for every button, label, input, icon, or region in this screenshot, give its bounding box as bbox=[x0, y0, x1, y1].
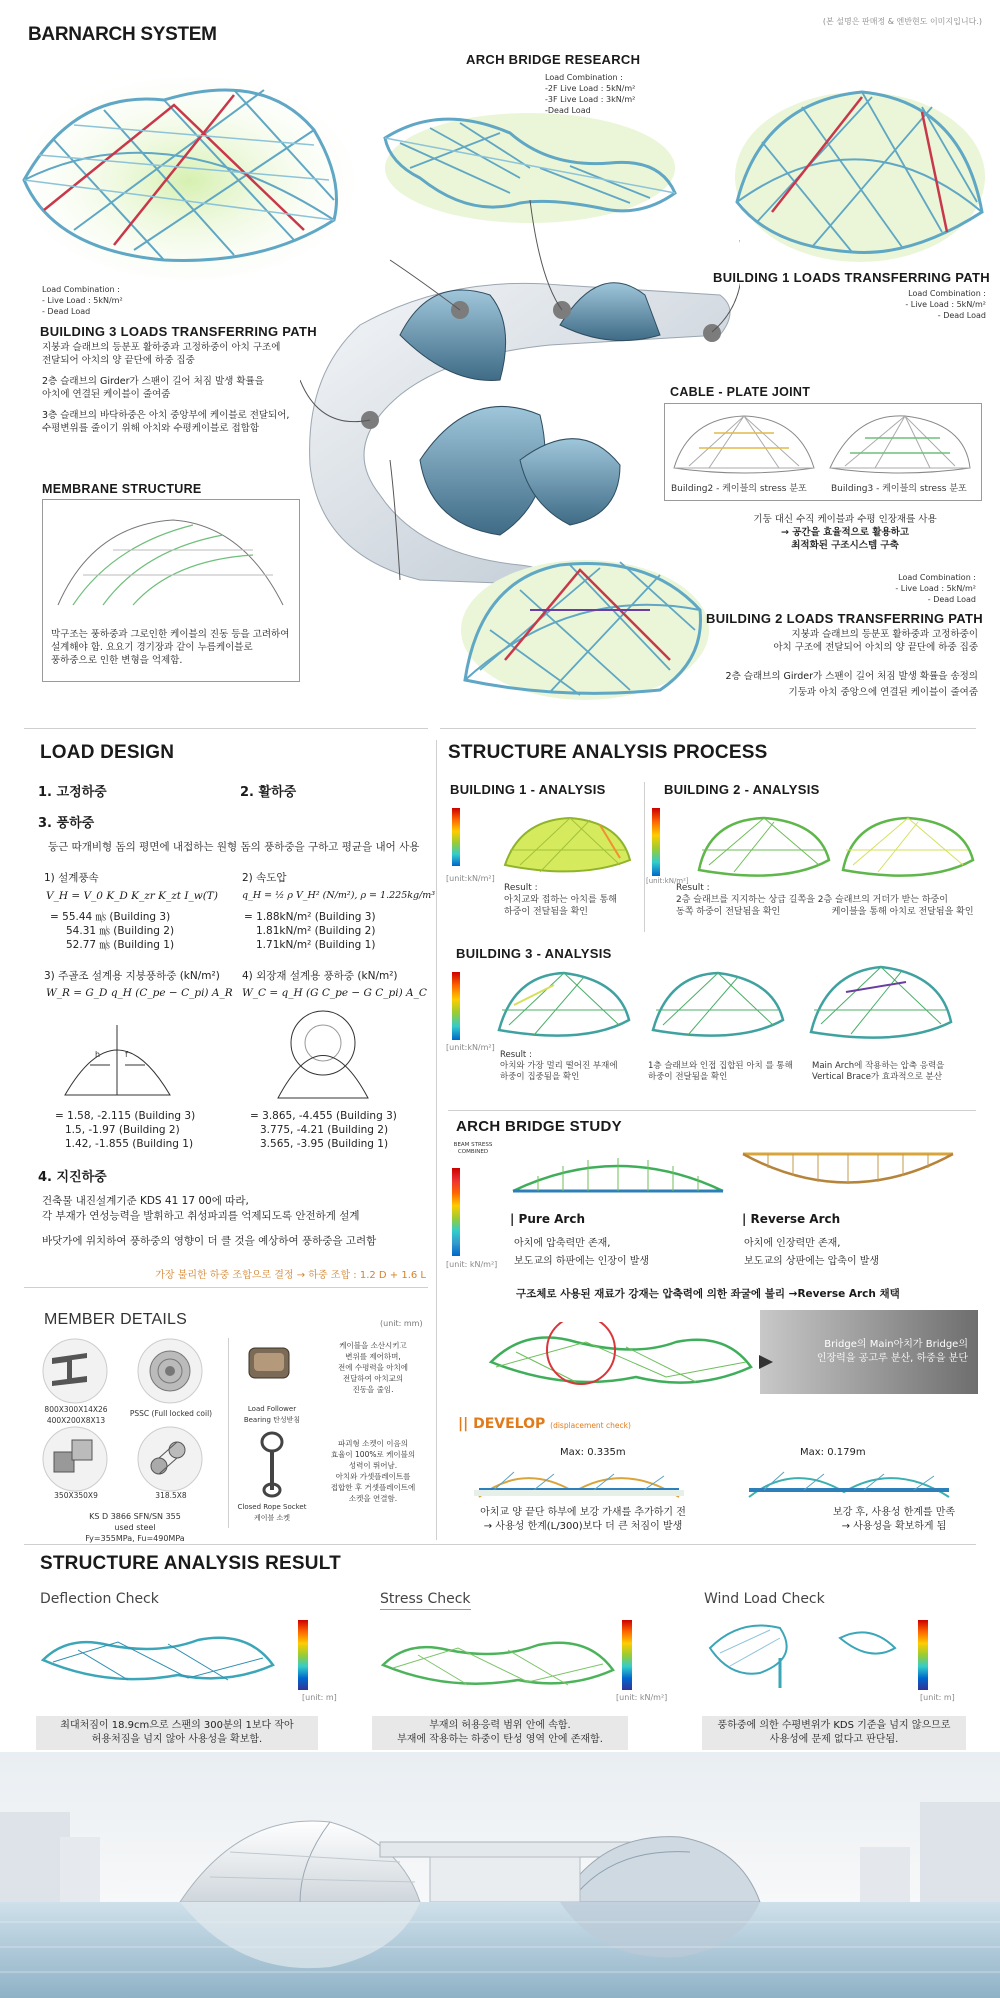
s4-d3: 바닷가에 위치하여 풍하중의 영향이 더 클 것을 예상하여 풍하중을 고려함 bbox=[42, 1235, 377, 1247]
i-beam-icon bbox=[42, 1338, 108, 1404]
w3-title: 3) 주골조 설계용 지붕풍하중 (kN/m²) bbox=[44, 970, 220, 982]
sap-b3-d6: Vertical Brace가 효과적으로 분산 bbox=[812, 1072, 943, 1082]
str-d2: 부재에 작용하는 하중이 탄성 영역 안에 존재함. bbox=[397, 1734, 603, 1745]
w1-formula: V_H = V_0 K_D K_zr K_zt I_w(T) bbox=[46, 890, 218, 902]
wind-model bbox=[700, 1618, 900, 1693]
rope-socket-icon bbox=[252, 1430, 292, 1500]
sap-b2-d2: 동쪽 하중이 전달됨을 확인 케이블을 통해 아치로 전달됨을 확인 bbox=[676, 907, 974, 917]
abs-bridge-model bbox=[486, 1322, 756, 1397]
member-d2e: 접합한 후 거셋플레이트에 bbox=[330, 1483, 416, 1492]
sap-b3-legend bbox=[452, 972, 460, 1040]
w2-v1: = 1.88kN/m² (Building 3) bbox=[244, 911, 376, 923]
w1-values bbox=[50, 910, 174, 952]
sap-b3-title: BUILDING 3 - ANALYSIS bbox=[456, 946, 612, 961]
abs-title: ARCH BRIDGE STUDY bbox=[456, 1118, 622, 1135]
w3-v1: = 1.58, -2.115 (Building 3) bbox=[55, 1110, 196, 1122]
w4-formula: W_C = q_H (G C_pe − G C_pi) A_C bbox=[242, 987, 427, 999]
load-combo-result: 가장 불리한 하중 조합으로 결정 → 하중 조합 : 1.2 D + 1.6 L bbox=[155, 1270, 426, 1281]
member-d2f: 소켓을 연결함. bbox=[348, 1494, 398, 1503]
cable-title: CABLE - PLATE JOINT bbox=[670, 385, 811, 399]
develop-title bbox=[458, 1416, 631, 1432]
b1-combo-title: Load Combination : bbox=[908, 289, 986, 298]
arch-bridge-combo-3: -Dead Load bbox=[545, 106, 591, 115]
develop-after-diagram bbox=[744, 1462, 954, 1502]
str-legend bbox=[622, 1620, 632, 1690]
member-m1a: 800X300X14X26 bbox=[44, 1405, 108, 1414]
b3-p1a: 지붕과 슬래브의 등분포 활하중과 고정하중이 아치 구조에 bbox=[42, 342, 281, 353]
w2-title: 2) 속도압 bbox=[242, 872, 287, 884]
abs-conclusion: 구조체로 사용된 재료가 강재는 압축력에 의한 좌굴에 불리 →Reverse Arch 채택 bbox=[516, 1288, 900, 1300]
sap-b3-d4: 하중이 전달됨을 확인 bbox=[648, 1072, 728, 1082]
sap-b1-unit: [unit:kN/m²] bbox=[446, 874, 495, 883]
b1-title: BUILDING 1 LOADS TRANSFERRING PATH bbox=[713, 270, 990, 285]
cable-stress-b2-diagram bbox=[669, 408, 819, 478]
member-d1b: 변위를 제어하며, bbox=[345, 1352, 401, 1361]
sap-b1-d2: 하중이 전달됨을 확인 bbox=[504, 907, 588, 917]
b2-combo-1: - Live Load : 5kN/m² bbox=[895, 584, 976, 593]
load-s3: 3. 풍하중 bbox=[38, 816, 95, 831]
w4-dome-diagram bbox=[268, 1003, 378, 1108]
sap-b3-result bbox=[500, 1050, 618, 1083]
member-d2b: 효율이 100%로 케이블의 bbox=[330, 1450, 416, 1459]
abs-unit: [unit: kN/m²] bbox=[446, 1260, 498, 1269]
member-d2d: 아치와 가셋플레이트를 bbox=[335, 1472, 411, 1481]
develop-d4: → 사용성을 확보하게 됨 bbox=[841, 1521, 947, 1532]
sap-b3-d5: Main Arch에 작용하는 압축 응력을 bbox=[812, 1061, 945, 1071]
w3-dome-diagram bbox=[55, 1005, 180, 1105]
w1-v3: 52.77 ㎧ (Building 1) bbox=[66, 939, 175, 951]
develop-label: || DEVELOP bbox=[458, 1416, 546, 1432]
b3-p2a: 2층 슬래브의 Girder가 스팬이 길어 처짐 발생 확률을 bbox=[42, 376, 264, 387]
sap-b2-title: BUILDING 2 - ANALYSIS bbox=[664, 782, 820, 797]
arch-bridge-combo-title: Load Combination : bbox=[545, 73, 623, 82]
s4-d1: 건축물 내진설계기준 KDS 41 17 00에 따라, bbox=[42, 1195, 249, 1207]
member-m6: Closed Rope Socket 케이블 소켓 bbox=[237, 1503, 307, 1522]
wind-d2: 사용성에 문제 없다고 판단됨. bbox=[769, 1734, 899, 1745]
b2-p2a: 2층 슬래브의 Girder가 스팬이 길어 처짐 발생 확률을 송정의 bbox=[725, 671, 978, 682]
top-note: (본 설명은 판매정 & 엔반현도 이미지입니다.) bbox=[822, 17, 982, 26]
develop-desc-before bbox=[468, 1506, 698, 1534]
member-m5: Load Follower Bearing 탄성받침 bbox=[243, 1405, 301, 1424]
cable-cap1: Building2 - 케이블의 stress 분포 bbox=[671, 484, 807, 494]
reverse-arch-d1: 아치에 인장력만 존재, bbox=[744, 1238, 841, 1249]
pure-arch-d2: 보도교의 하판에는 인장이 발생 bbox=[514, 1256, 650, 1267]
sap-b1-title: BUILDING 1 - ANALYSIS bbox=[450, 782, 606, 797]
cable-box bbox=[664, 403, 982, 501]
sap-b3-unit: [unit:kN/m²] bbox=[446, 1043, 495, 1052]
play-arrow-icon bbox=[756, 1352, 776, 1372]
sap-b3-result-3 bbox=[812, 1061, 944, 1083]
w2-v2: 1.81kN/m² (Building 2) bbox=[256, 925, 376, 937]
member-m1 bbox=[36, 1404, 116, 1426]
member-m3: 350X350X9 bbox=[54, 1491, 98, 1500]
def-title: Deflection Check bbox=[40, 1591, 159, 1607]
w2-v3: 1.71kN/m² (Building 1) bbox=[256, 939, 376, 951]
svg-text:h: h bbox=[95, 1050, 101, 1059]
b2-p2b: 기둥과 아치 중앙으에 연결된 케이블이 줄여줌 bbox=[788, 687, 978, 698]
str-model bbox=[378, 1630, 618, 1692]
b3-p3b: 수평변위를 줄이기 위해 아치와 수평케이블로 접합함 bbox=[42, 423, 259, 434]
reverse-arch-d2: 보도교의 상판에는 압축이 발생 bbox=[744, 1256, 880, 1267]
w2-values bbox=[244, 910, 376, 952]
sap-b1-result bbox=[504, 882, 617, 918]
sap-divider-1-2 bbox=[644, 782, 645, 932]
reverse-arch-diagram bbox=[738, 1146, 958, 1202]
b3-p3a: 3층 슬래브의 바닥하중은 아치 중앙부에 케이블로 전달되어, bbox=[42, 410, 290, 421]
square-tube-icon bbox=[42, 1426, 108, 1492]
b1-combo-2: - Dead Load bbox=[937, 311, 986, 320]
load-s3-desc: 둥근 따개비형 돔의 평면에 내접하는 원형 돔의 풍하중을 구하고 평균을 내어 사용 bbox=[48, 841, 420, 853]
bearing-icon bbox=[244, 1338, 294, 1398]
divider-load-member bbox=[24, 1287, 428, 1288]
str-d1: 부재의 허용응력 범위 안에 속함. bbox=[429, 1720, 571, 1731]
w4-values bbox=[250, 1109, 397, 1151]
sap-b3-r: Result : bbox=[500, 1050, 532, 1060]
cable-cap2: Building3 - 케이블의 stress 분포 bbox=[831, 484, 967, 494]
pure-arch-title: | Pure Arch bbox=[510, 1212, 585, 1226]
def-d2: 허용처짐을 넘지 않아 사용성을 확보함. bbox=[91, 1734, 263, 1745]
w4-v2: 3.775, -4.21 (Building 2) bbox=[260, 1124, 389, 1136]
load-s4: 4. 지진하중 bbox=[38, 1170, 107, 1185]
abs-banner2: 인장력을 공고루 분산, 하중을 분단 bbox=[816, 1353, 968, 1364]
pure-arch-diagram bbox=[508, 1146, 728, 1202]
pure-arch-desc bbox=[514, 1237, 649, 1269]
w1-v1: = 55.44 ㎧ (Building 3) bbox=[50, 911, 171, 923]
b3-combo bbox=[42, 284, 123, 317]
divider-sap-abs bbox=[448, 1110, 976, 1111]
b3-p2b: 아치에 연결된 케이블이 줄여줌 bbox=[42, 389, 171, 400]
waterfront-render bbox=[0, 1752, 1000, 1998]
b2-p1b: 아치 구조에 전달되어 아치의 양 끝단에 하중 집중 bbox=[773, 642, 978, 653]
arch-bridge-combo-1: -2F Live Load : 5kN/m² bbox=[545, 84, 636, 93]
member-d2a: 파괴형 소켓이 이음의 bbox=[338, 1439, 408, 1448]
wind-legend bbox=[918, 1620, 928, 1690]
w3-formula: W_R = G_D q_H (C_pe − C_pi) A_R bbox=[46, 987, 233, 999]
membrane-box bbox=[42, 499, 300, 682]
wind-title: Wind Load Check bbox=[704, 1591, 825, 1607]
develop-d1: 아치교 양 끝단 하부에 보강 가새를 추가하기 전 bbox=[480, 1507, 686, 1518]
load-s4-desc bbox=[42, 1194, 376, 1249]
divider-sar bbox=[24, 1544, 976, 1545]
wind-caption bbox=[702, 1716, 966, 1750]
member-m4: 318.5X8 bbox=[155, 1491, 187, 1500]
reverse-arch-desc bbox=[744, 1237, 879, 1269]
develop-before-diagram bbox=[474, 1462, 684, 1502]
str-title: Stress Check bbox=[380, 1591, 471, 1610]
cable-d2: → 공간을 효율적으로 활용하고 bbox=[780, 527, 909, 538]
w3-values bbox=[55, 1109, 195, 1151]
abs-legend-title: BEAM STRESS COMBINED bbox=[453, 1142, 493, 1155]
w4-v1: = 3.865, -4.455 (Building 3) bbox=[250, 1110, 397, 1122]
def-caption bbox=[36, 1716, 318, 1750]
b2-title: BUILDING 2 LOADS TRANSFERRING PATH bbox=[706, 611, 983, 626]
w4-title: 4) 외장재 설계용 풍하중 (kN/m²) bbox=[242, 970, 398, 982]
member-unit: (unit: mm) bbox=[380, 1319, 423, 1328]
wind-unit: [unit: m] bbox=[920, 1693, 955, 1702]
def-model bbox=[38, 1620, 278, 1690]
membrane-d1: 막구조는 풍하중과 그로인한 케이블의 진동 등을 고려하여 bbox=[51, 629, 290, 640]
b1-combo bbox=[905, 288, 986, 321]
pure-arch-d1: 아치에 압축력만 존재, bbox=[514, 1238, 611, 1249]
w2-formula: q_H = ½ ρ V_H² (N/m²), ρ = 1.225kg/m³ bbox=[242, 890, 436, 901]
sap-title: STRUCTURE ANALYSIS PROCESS bbox=[448, 742, 768, 763]
b3-p1b: 전달되어 아치의 양 끝단에 하중 집중 bbox=[42, 355, 195, 366]
membrane-title: MEMBRANE STRUCTURE bbox=[42, 482, 202, 496]
b2-combo-2: - Dead Load bbox=[927, 595, 976, 604]
sap-b2-d1: 2층 슬래브를 지지하는 상급 길쪽을 2층 슬래브의 거더가 받는 하중이 bbox=[676, 895, 948, 905]
str-unit: [unit: kN/m²] bbox=[616, 1693, 668, 1702]
membrane-diagram bbox=[53, 505, 291, 615]
member-m2: PSSC (Full locked coil) bbox=[129, 1409, 213, 1418]
building1-structure-diagram bbox=[732, 82, 987, 262]
abs-banner1: Bridge의 Main아치가 Bridge의 bbox=[824, 1339, 968, 1350]
cable-d3: 최적화된 구조시스템 구축 bbox=[791, 540, 899, 551]
max-1: Max: 0.335m bbox=[560, 1447, 626, 1458]
cable-d1: 기둥 대신 수직 케이블과 수평 인장재를 사용 bbox=[753, 514, 937, 525]
member-title: MEMBER DETAILS bbox=[44, 1311, 187, 1328]
membrane-description bbox=[51, 628, 289, 667]
cable-coil-icon bbox=[137, 1338, 203, 1404]
divider-right bbox=[440, 728, 976, 729]
membrane-d3: 풍하중으로 인한 변형을 억제함. bbox=[51, 655, 183, 666]
b3-title: BUILDING 3 LOADS TRANSFERRING PATH bbox=[40, 324, 317, 339]
member-d1e: 진동을 줄임. bbox=[352, 1385, 394, 1394]
load-s1: 1. 고정하중 bbox=[38, 785, 107, 800]
abs-legend bbox=[452, 1168, 460, 1256]
member-d1d: 전달하여 아치교의 bbox=[342, 1374, 404, 1383]
cable-stress-b3-diagram bbox=[825, 408, 975, 478]
def-legend bbox=[298, 1620, 308, 1690]
reverse-arch-title: | Reverse Arch bbox=[742, 1212, 841, 1226]
w3-v2: 1.5, -1.97 (Building 2) bbox=[65, 1124, 180, 1136]
sap-b3-model-c bbox=[806, 962, 956, 1050]
member-divider bbox=[228, 1338, 229, 1528]
sap-b3-result-2 bbox=[648, 1061, 793, 1083]
sar-title: STRUCTURE ANALYSIS RESULT bbox=[40, 1553, 341, 1574]
sap-b1-d1: 아치교와 접하는 아치를 통해 bbox=[504, 895, 617, 905]
member-d2 bbox=[328, 1438, 418, 1504]
max-2: Max: 0.179m bbox=[800, 1447, 866, 1458]
b3-combo-2: - Dead Load bbox=[42, 307, 91, 316]
sap-b2-legend bbox=[652, 808, 660, 876]
sap-b3-model-a bbox=[494, 965, 634, 1050]
b2-combo bbox=[895, 572, 976, 605]
def-unit: [unit: m] bbox=[302, 1693, 337, 1702]
abs-banner-text bbox=[808, 1338, 968, 1366]
b3-combo-1: - Live Load : 5kN/m² bbox=[42, 296, 123, 305]
b2-p1a: 지붕과 슬래브의 등분포 활하중과 고정하중이 bbox=[791, 629, 978, 640]
sap-b3-d2: 하중이 집중됨을 확인 bbox=[500, 1072, 580, 1082]
wind-d1: 풍하중에 의한 수평변위가 KDS 기준을 넘지 않으므로 bbox=[717, 1720, 951, 1731]
sap-b2-unit: [unit:kN/m²] bbox=[646, 877, 689, 885]
sap-b2-r: Result : bbox=[676, 883, 710, 893]
sap-b3-d1: 아치와 가장 멀리 떨어진 부재에 bbox=[500, 1061, 618, 1071]
cable-description bbox=[750, 513, 940, 552]
load-s2: 2. 활하중 bbox=[240, 785, 297, 800]
page-title: BARNARCH SYSTEM bbox=[28, 24, 217, 45]
def-d1: 최대처짐이 18.9cm으로 스팬의 300분의 1보다 작아 bbox=[60, 1720, 294, 1731]
column-divider bbox=[436, 740, 437, 1540]
sap-b3-d3: 1층 슬래브와 인접 집합된 아치 를 통해 bbox=[648, 1061, 793, 1071]
sap-b3-model-b bbox=[648, 965, 788, 1050]
membrane-d2: 설계해야 함. 요요기 경기장과 같이 누름케이블로 bbox=[51, 642, 253, 653]
member-footer2: Fy=355MPa, Fu=490MPa bbox=[85, 1534, 185, 1543]
develop-sub: (displacement check) bbox=[550, 1421, 631, 1430]
member-footer bbox=[80, 1511, 190, 1544]
b3-combo-title: Load Combination : bbox=[42, 285, 120, 294]
b1-combo-1: - Live Load : 5kN/m² bbox=[905, 300, 986, 309]
w3-v3: 1.42, -1.855 (Building 1) bbox=[65, 1138, 194, 1150]
arch-bridge-combo-2: -3F Live Load : 3kN/m² bbox=[545, 95, 636, 104]
member-d2c: 성력이 뛰어남. bbox=[348, 1461, 398, 1470]
w1-v2: 54.31 ㎧ (Building 2) bbox=[66, 925, 175, 937]
member-footer1: KS D 3866 SFN/SN 355 used steel bbox=[89, 1512, 181, 1532]
sap-b2-model-b bbox=[838, 810, 978, 885]
sap-b2-result bbox=[676, 882, 974, 918]
b2-description bbox=[726, 628, 978, 699]
sap-b2-model-a bbox=[694, 810, 834, 885]
member-d1 bbox=[328, 1340, 418, 1395]
member-m1b: 400X200X8X13 bbox=[46, 1416, 106, 1425]
sap-b1-legend bbox=[452, 808, 460, 866]
w4-v3: 3.565, -3.95 (Building 1) bbox=[260, 1138, 389, 1150]
member-d1a: 케이블을 소산시키고 bbox=[339, 1341, 407, 1350]
s4-d2: 각 부재가 연성능력을 발휘하고 취성파괴를 억제되도록 안전하게 설계 bbox=[42, 1210, 360, 1222]
develop-desc-after bbox=[814, 1506, 974, 1534]
building2-structure-diagram bbox=[460, 550, 710, 700]
sap-b1-r: Result : bbox=[504, 883, 538, 893]
member-d1c: 전에 수평력을 아치에 bbox=[338, 1363, 408, 1372]
b2-combo-title: Load Combination : bbox=[898, 573, 976, 582]
b3-description bbox=[42, 341, 289, 435]
round-pipe-icon bbox=[137, 1426, 203, 1492]
svg-text:f: f bbox=[125, 1050, 128, 1059]
arch-bridge-title: ARCH BRIDGE RESEARCH bbox=[466, 52, 641, 67]
load-title: LOAD DESIGN bbox=[40, 742, 175, 763]
w1-title: 1) 설계풍속 bbox=[44, 872, 99, 884]
sap-b1-model bbox=[500, 810, 635, 880]
str-caption bbox=[372, 1716, 628, 1750]
develop-d3: 보강 후, 사용성 한계를 만족 bbox=[832, 1507, 956, 1518]
divider-left bbox=[24, 728, 428, 729]
develop-d2: → 사용성 한계(L/300)보다 더 큰 처짐이 발생 bbox=[483, 1521, 683, 1532]
